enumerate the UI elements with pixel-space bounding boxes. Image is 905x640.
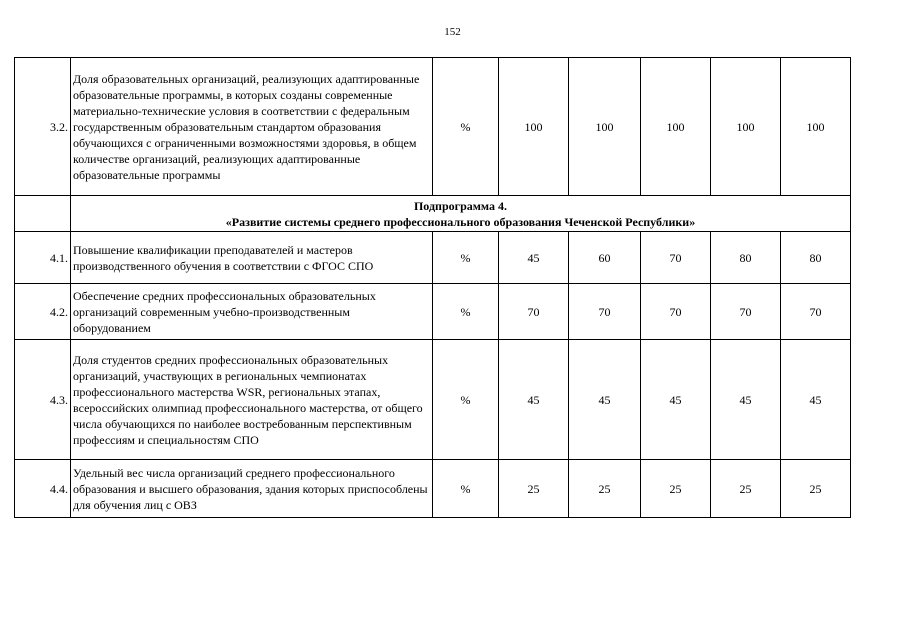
indicator-text: Повышение квалификации преподавателей и мастеров производственного обучения в соответствии с ФГОС СПО	[71, 232, 433, 284]
value-cell: 25	[569, 460, 641, 518]
unit-cell: %	[433, 232, 499, 284]
unit-cell: %	[433, 58, 499, 196]
value-cell: 70	[781, 284, 851, 340]
subprogram-header	[71, 196, 851, 232]
value-cell: 100	[781, 58, 851, 196]
value-cell: 25	[641, 460, 711, 518]
unit-cell: %	[433, 460, 499, 518]
subprogram-subtitle: «Развитие системы среднего профессионального образования Чеченской Республики»	[225, 214, 696, 229]
table-row	[15, 460, 851, 518]
value-cell: 70	[641, 232, 711, 284]
table-row	[15, 340, 851, 460]
row-number: 4.4.	[15, 460, 71, 518]
value-cell: 70	[499, 284, 569, 340]
value-cell: 80	[781, 232, 851, 284]
row-number: 3.2.	[15, 58, 71, 196]
value-cell: 25	[781, 460, 851, 518]
indicator-text: Доля студентов средних профессиональных образовательных организаций, участвующих в региональных чемпионатах профессионального мастерства WSR, региональных этапах, всероссийских олимпиад профессионального мастерства, от общего числа обучающихся по наиболее востребованным перспективным профессиям и специальностям СПО	[71, 340, 433, 460]
value-cell: 100	[641, 58, 711, 196]
value-cell: 45	[499, 340, 569, 460]
page-number: 152	[444, 26, 461, 38]
indicator-text: Доля образовательных организаций, реализующих адаптированные образовательные программы, в которых созданы современные материально-технические условия в соответствии с федеральным государственным образовательным стандартом образования обучающихся с ограниченными возможностями здоровья, в общем количестве организаций, реализующих адаптированные образовательные программы	[71, 58, 433, 196]
indicator-text: Обеспечение средних профессиональных образовательных организаций современным учебно-производственным оборудованием	[71, 284, 433, 340]
value-cell: 70	[641, 284, 711, 340]
value-cell: 100	[711, 58, 781, 196]
subprogram-row	[15, 196, 851, 232]
row-number: 4.2.	[15, 284, 71, 340]
value-cell: 45	[781, 340, 851, 460]
indicators-table	[14, 57, 851, 518]
value-cell: 45	[569, 340, 641, 460]
table-row	[15, 232, 851, 284]
value-cell: 100	[569, 58, 641, 196]
table-row	[15, 284, 851, 340]
table-row	[15, 58, 851, 196]
value-cell: 45	[499, 232, 569, 284]
subprogram-title: Подпрограмма 4.	[413, 198, 508, 213]
value-cell: 80	[711, 232, 781, 284]
value-cell: 45	[711, 340, 781, 460]
value-cell: 70	[569, 284, 641, 340]
unit-cell: %	[433, 340, 499, 460]
unit-cell: %	[433, 284, 499, 340]
indicator-text: Удельный вес числа организаций среднего профессионального образования и высшего образования, здания которых приспособлены для обучения лиц с ОВЗ	[71, 460, 433, 518]
value-cell: 70	[711, 284, 781, 340]
value-cell: 25	[499, 460, 569, 518]
value-cell: 60	[569, 232, 641, 284]
value-cell: 100	[499, 58, 569, 196]
row-number: 4.3.	[15, 340, 71, 460]
value-cell: 45	[641, 340, 711, 460]
empty-cell	[15, 196, 71, 232]
value-cell: 25	[711, 460, 781, 518]
row-number: 4.1.	[15, 232, 71, 284]
